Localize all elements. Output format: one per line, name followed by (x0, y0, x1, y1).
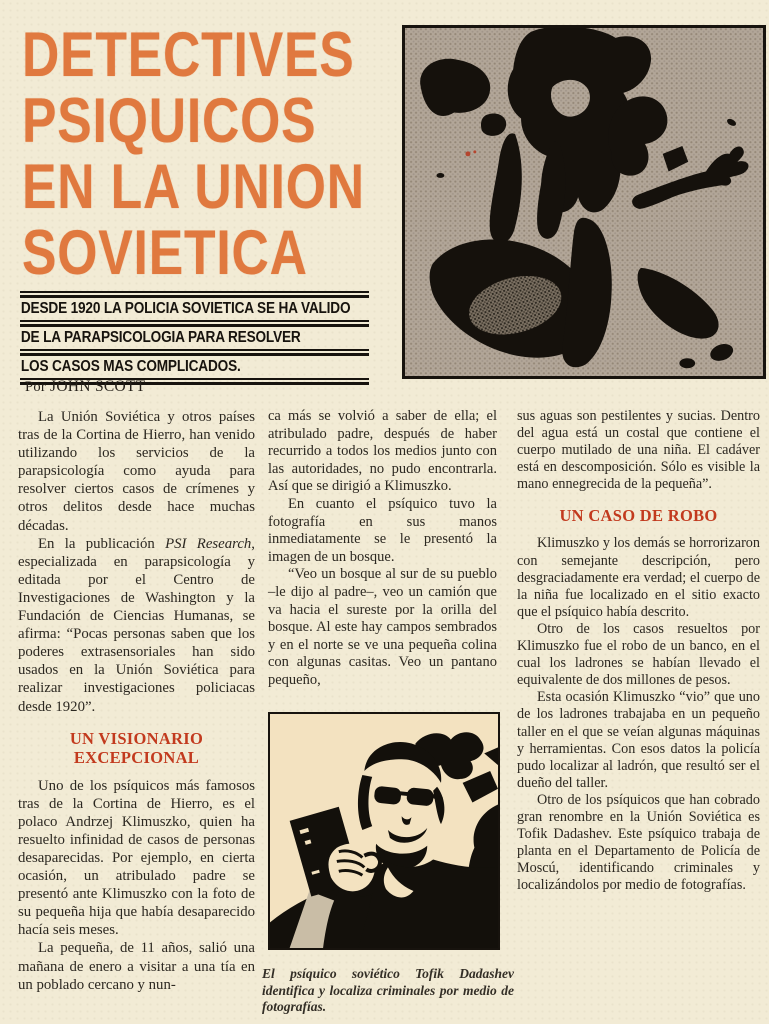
section-heading-visionario: UN VISIONARIO EXCEPCIONAL (69, 728, 204, 767)
title-line: PSIQUICOS (22, 86, 317, 156)
column-2 (268, 408, 497, 690)
paragraph: La pequeña, de 11 años, salió una mañana de enero a visitar a una tía en un poblado cercano y nun- (18, 940, 255, 993)
portrait-photo (268, 712, 500, 950)
paragraph-text: En la publicación (38, 535, 166, 552)
article-title (22, 22, 440, 286)
standfirst-rule (20, 320, 369, 327)
paragraph: Klimuszko y los demás se horrorizaron con semejante descripción, pero desgraciadamente era verdad; el cuerpo de la niña fue localizado en el sitio exacto que el psíquico había descrito. (517, 535, 760, 620)
paragraph: ca más se volvió a saber de ella; el atribulado padre, después de haber recurrido a todos los medios junto con las autoridades, no pudo encontrarla. Así que se dirigió a Klimuszko. (268, 408, 497, 495)
standfirst-line: DESDE 1920 LA POLICIA SOVIETICA SE HA VALIDO (20, 300, 351, 317)
byline (25, 378, 146, 396)
top-halftone-photo (402, 25, 766, 379)
halftone-figure-illustration (405, 28, 763, 376)
column-3 (517, 408, 760, 894)
byline-name: JOHN SCOTT (49, 378, 146, 395)
standfirst-rule (20, 291, 369, 298)
paragraph: Esta ocasión Klimuszko “vio” que uno de los ladrones trabajaba en un pequeño taller en el que se veían algunas máquinas y herramientas. Con esos datos la policía pudo localizar al ladrón, que resultó ser el dueño del taller. (517, 689, 760, 791)
photo-caption: El psíquico soviético Tofik Dadashev identifica y localiza criminales por medio de fotografías. (262, 966, 514, 1014)
standfirst-line: LOS CASOS MAS COMPLICADOS. (20, 358, 241, 375)
section-heading-robo: UN CASO DE ROBO (559, 506, 718, 526)
paragraph: Otro de los psíquicos que han cobrado gran renombre en la Unión Soviética es Tofik Dadashev. Este psíquico trabaja de planta en el Departamento de Policía de Moscú, identificando criminales y localizándolos por medio de fotografías. (517, 791, 760, 894)
paragraph: Uno de los psíquicos más famosos tras de la Cortina de Hierro, es el polaco Andrzej Klimuszko, quien ha resuelto infinidad de casos de personas desaparecidas. Por ejemplo, en cierta ocasión, un atribulado padre se presentó ante Klimuszko con la foto de su pequeña hija que había desaparecido hacía seis meses. (18, 777, 255, 939)
psychic-portrait-illustration (270, 714, 498, 948)
title-line: DETECTIVES (22, 20, 355, 90)
byline-prefix: Por (25, 379, 47, 395)
standfirst-line: DE LA PARAPSICOLOGIA PARA RESOLVER (20, 329, 301, 346)
publication-name: PSI Research (165, 535, 252, 552)
paragraph-text: , especializada en parapsicología y editada por el Centro de Investigaciones de Washington y la Fundación de Ciencias Humanas, se afirma: “Pocas personas saben que los poderes extrasensoriales han sido usados en la Unión Soviética para realizar investigaciones policiacas desde 1920”. (18, 535, 255, 715)
standfirst (20, 291, 369, 385)
paragraph: “Veo un bosque al sur de su pueblo –le dijo al padre–, veo un camión que va hacia el sureste por la orilla del bosque. Al este hay campos sembrados y en el norte se ve una pequeña colina con algunas casitas. Veo un pantano pequeño, (268, 566, 497, 688)
paragraph: La Unión Soviética y otros países tras de la Cortina de Hierro, han venido utilizando los servicios de la parapsicología como ayuda para resolver ciertos casos de crímenes y otros delitos desde hace muchas décadas. (18, 409, 255, 534)
title-line: EN LA UNION (22, 152, 365, 222)
paragraph (18, 535, 255, 716)
column-1 (18, 408, 255, 994)
title-line: SOVIETICA (22, 218, 308, 288)
paragraph: sus aguas son pestilentes y sucias. Dentro del agua está un costal que contiene el cuerpo mutilado de una niña. El cadáver está en descomposición. Sólo es visible la mano ennegrecida de la pequeña”. (517, 408, 760, 493)
paragraph: Otro de los casos resueltos por Klimuszko fue el robo de un banco, en el cual los ladrones se habían llevado el equivalente de dos millones de pesos. (517, 620, 760, 689)
paragraph: En cuanto el psíquico tuvo la fotografía en sus manos inmediatamente se le presentó la imagen de un bosque. (268, 495, 497, 565)
standfirst-rule (20, 349, 369, 356)
